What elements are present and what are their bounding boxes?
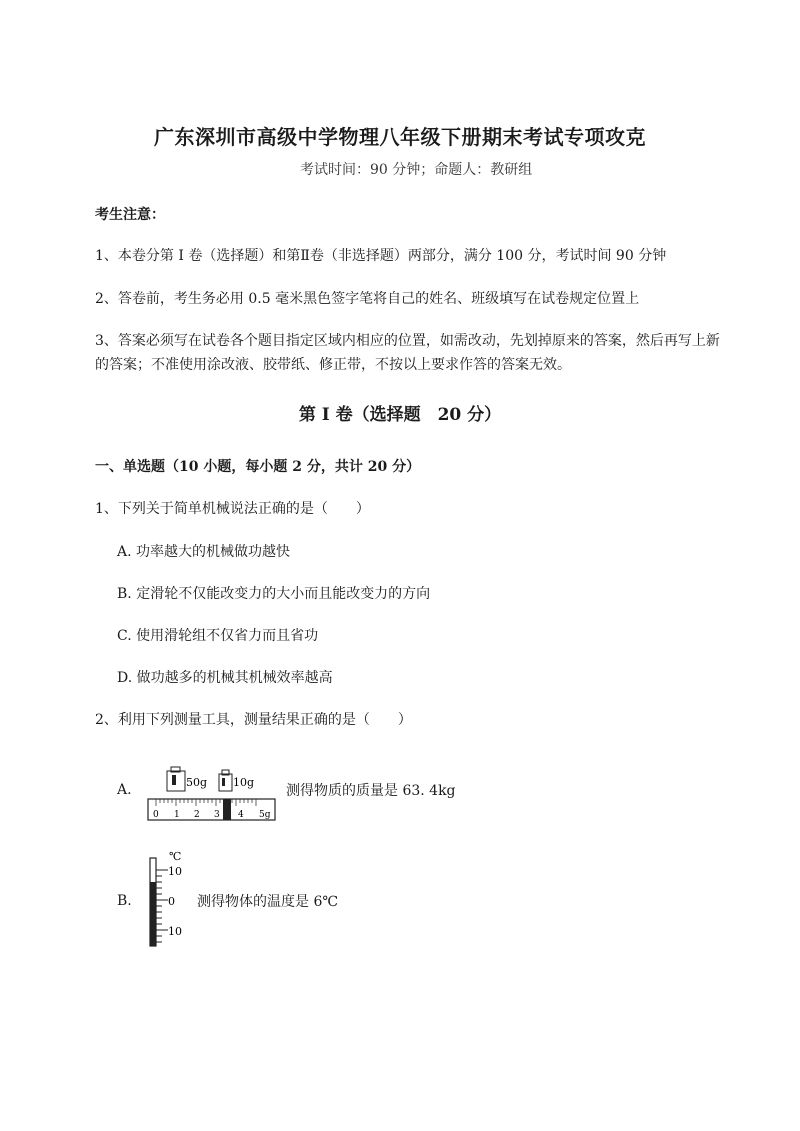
notice-item: 3、答案必须写在试卷各个题目指定区域内相应的位置，如需改动，先划掉原来的答案，然后再写上新 [95,333,720,349]
option-a[interactable]: A. 功率越大的机械做功越快 [117,544,291,560]
scale-tick-label: 4 [238,810,244,820]
temperature-tick-label: 10 [168,925,182,938]
notice-heading: 考生注意： [95,207,165,223]
page-title: 广东深圳市高级中学物理八年级下册期末考试专项攻克 [154,125,646,149]
balance-scale-figure [145,764,280,824]
section-title: 第 I 卷（选择题 20 分） [298,405,502,425]
question-stem: 1、下列关于简单机械说法正确的是（ ） [95,501,370,517]
option-c[interactable]: C. 使用滑轮组不仅省力而且省功 [117,628,319,644]
option-d[interactable]: D. 做功越多的机械其机械效率越高 [117,670,333,686]
notice-item: 1、本卷分第 I 卷（选择题）和第Ⅱ卷（非选择题）两部分，满分 100 分，考试时间 90 分钟 [95,248,667,264]
question-stem: 2、利用下列测量工具，测量结果正确的是（ ） [95,712,412,728]
option-b[interactable]: B. 定滑轮不仅能改变力的大小而且能改变力的方向 [117,586,431,602]
notice-item-continued: 的答案；不准使用涂改液、胶带纸、修正带，不按以上要求作答的答案无效。 [95,357,571,373]
weight-50g-label: 50g [186,776,208,789]
thermometer-liquid [150,882,156,946]
weight-10g-label: 10g [233,776,255,789]
thermometer-figure [140,848,190,948]
option-b-text: 测得物体的温度是 6℃ [197,894,339,910]
temperature-tick-label: 0 [168,895,175,908]
scale-tick-label: 0 [153,810,159,820]
weight-50g-icon [167,767,185,791]
weight-10g-icon [219,770,232,791]
option-b-letter[interactable]: B. [117,893,132,909]
rider-marker [223,799,231,820]
question-group-heading: 一、单选题（10 小题，每小题 2 分，共计 20 分） [95,459,421,475]
scale-tick-label: 1 [174,810,180,820]
scale-tick-label: 2 [194,810,200,820]
option-a-text: 测得物质的质量是 63. 4kg [286,783,456,799]
notice-item: 2、答卷前，考生务必用 0.5 毫米黑色签字笔将自己的姓名、班级填写在试卷规定位置上 [95,291,640,307]
temperature-tick-label: 10 [168,865,182,878]
option-a-letter[interactable]: A. [117,782,132,798]
exam-info: 考试时间：90 分钟；命题人：教研组 [300,162,533,178]
scale-tick-label: 5g [259,810,271,820]
temperature-unit-label: ℃ [169,850,182,863]
scale-tick-label: 3 [214,810,220,820]
